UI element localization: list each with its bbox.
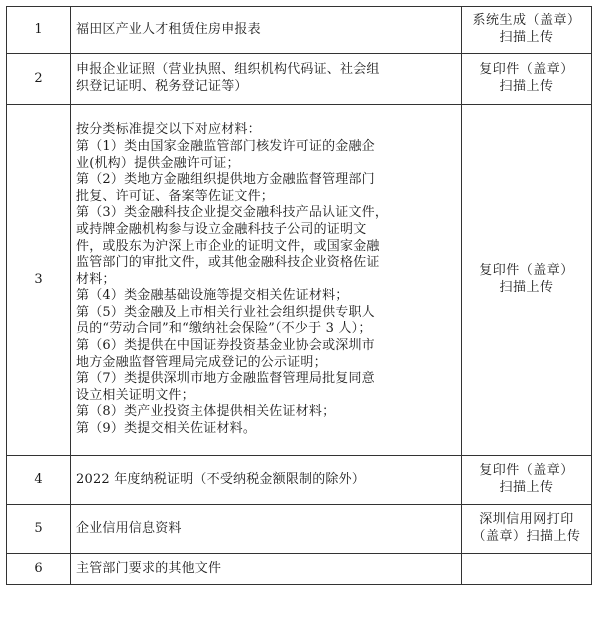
description-line: 第（1）类由国家金融监管部门核发许可证的金融企 [76,138,375,154]
material-description [71,7,462,54]
table-row [7,456,592,505]
description-line: 件，或股东为沪深上市企业的证明文件，或国家金融 [76,238,380,254]
submission-requirement [462,105,592,456]
submission-requirement [462,505,592,554]
materials-table-body [7,7,592,585]
description-line: 第（2）类地方金融组织提供地方金融监督管理部门 [76,172,375,188]
requirement-line: （盖章）扫描上传 [472,529,581,544]
description-line: 织登记证明、税务登记证等） [76,79,248,94]
row-number: 2 [7,54,71,105]
row-number: 5 [7,505,71,554]
submission-requirement [462,7,592,54]
table-row [7,105,592,456]
row-number: 1 [7,7,71,54]
description-line: 员的“劳动合同”和“缴纳社会保险”（不少于 3 人）； [76,321,372,337]
table-row [7,505,592,554]
description-line: 第（7）类提供深圳市地方金融监督管理局批复同意 [76,371,375,387]
description-line: 福田区产业人才租赁住房申报表 [76,21,261,37]
description-line: 第（8）类产业投资主体提供相关佐证材料； [76,404,336,420]
requirement-line: 复印件（盖章） [479,463,574,479]
description-line: 企业信用信息资料 [76,520,182,536]
description-line: 或持牌金融机构参与设立金融科技子公司的证明文 [76,221,367,237]
material-description [71,54,462,105]
description-line: 监管部门的审批文件，或其他金融科技企业资格佐证 [76,255,380,271]
requirement-line: 复印件（盖章） [479,62,574,78]
row-number: 6 [7,554,71,585]
description-line: 第（6）类提供在中国证券投资基金业协会或深圳市 [76,338,375,354]
description-line: 2022 年度纳税证明（不受纳税金额限制的除外） [76,471,366,487]
requirement-line: 扫描上传 [499,480,554,495]
requirement-line: 系统生成（盖章） [472,13,581,29]
description-line: 按分类标准提交以下对应材料： [76,122,261,138]
submission-requirement [462,554,592,585]
material-description [71,456,462,505]
description-line: 设立相关证明文件； [76,387,195,403]
description-line: 材料； [76,271,116,287]
material-description [71,105,462,456]
material-description [71,554,462,585]
requirement-line: 复印件（盖章） [479,263,574,279]
requirement-line: 深圳信用网打印 [479,512,574,528]
description-line: 地方金融监督管理局完成登记的公示证明； [76,354,327,370]
description-line: 主管部门要求的其他文件 [76,560,222,576]
description-line: 第（9）类提交相关佐证材料。 [76,421,257,437]
description-line: 第（3）类金融科技企业提交金融科技产品认证文件， [76,205,389,221]
description-line: 业(机构）提供金融许可证； [76,155,240,171]
table-row [7,54,592,105]
row-number: 4 [7,456,71,505]
table-row [7,7,592,54]
description-line: 申报企业证照（营业执照、组织机构代码证、社会组 [76,62,380,78]
requirement-line: 扫描上传 [499,280,554,295]
description-line: 第（4）类金融基础设施等提交相关佐证材料； [76,288,349,304]
submission-requirement [462,54,592,105]
table-row [7,554,592,585]
row-number: 3 [7,105,71,456]
materials-table [6,6,592,585]
description-line: 第（5）类金融及上市相关行业社会组织提供专职人 [76,304,375,320]
submission-requirement [462,456,592,505]
requirement-line: 扫描上传 [499,79,554,94]
material-description [71,505,462,554]
requirement-line: 扫描上传 [499,30,554,45]
description-line: 批复、许可证、备案等佐证文件； [76,188,275,204]
